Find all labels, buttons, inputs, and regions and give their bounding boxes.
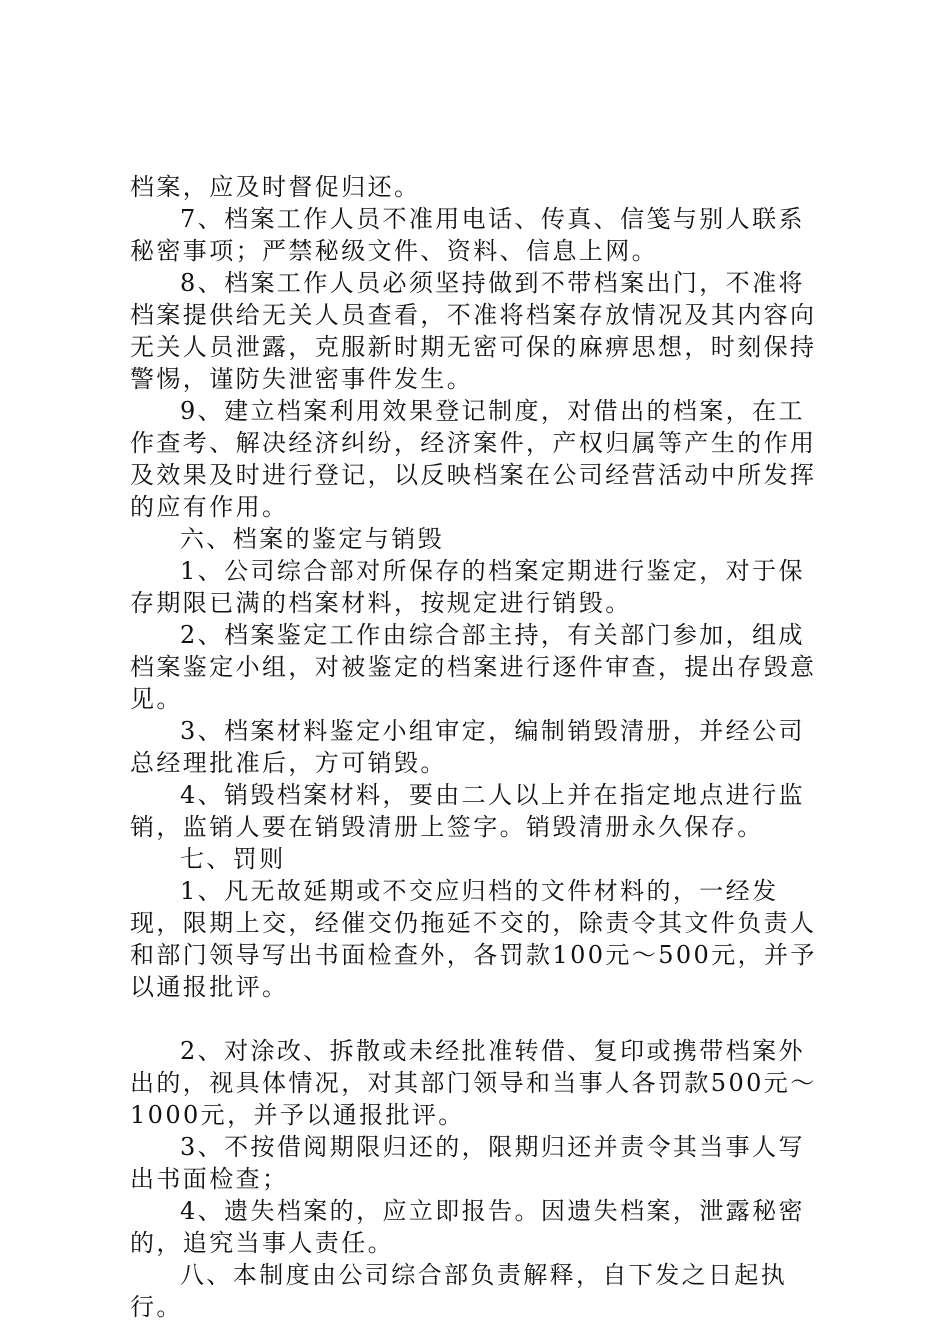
section-heading-7: 七、罚则 [180,845,286,873]
paragraph-section6-item-3: 3、档案材料鉴定小组审定，编制销毁清册，并经公司总经理批准后，方可销毁。 [130,717,805,777]
blank-line [130,1003,830,1035]
paragraph-section7-item-4: 4、遗失档案的，应立即报告。因遗失档案，泄露秘密的，追究当事人责任。 [130,1197,805,1257]
paragraph-section7-item-3: 3、不按借阅期限归还的，限期归还并责令其当事人写出书面检查； [130,1133,805,1193]
paragraph-section6-item-4: 4、销毁档案材料，要由二人以上并在指定地点进行监销，监销人要在销毁清册上签字。销毁清册永久保存。 [130,781,805,841]
paragraph-section7-item-2: 2、对涂改、拆散或未经批准转借、复印或携带档案外出的，视具体情况，对其部门领导和当事人各罚款500元～1000元，并予以通报批评。 [130,1037,817,1129]
paragraph-section6-item-2: 2、档案鉴定工作由综合部主持，有关部门参加，组成档案鉴定小组，对被鉴定的档案进行逐件审查，提出存毁意见。 [130,621,817,713]
section-heading-8: 八、本制度由公司综合部负责解释，自下发之日起执行。 [130,1261,788,1321]
paragraph-item-7: 7、档案工作人员不准用电话、传真、信笺与别人联系秘密事项；严禁秘级文件、资料、信息上网。 [130,205,805,265]
paragraph-continuation: 档案，应及时督促归还。 [130,173,421,201]
document-body [130,171,830,1323]
paragraph-item-9: 9、建立档案利用效果登记制度，对借出的档案，在工作查考、解决经济纠纷，经济案件，产权归属等产生的作用及效果及时进行登记，以反映档案在公司经营活动中所发挥的应有作用。 [130,397,817,521]
paragraph-item-8: 8、档案工作人员必须坚持做到不带档案出门，不准将档案提供给无关人员查看，不准将档案存放情况及其内容向无关人员泄露，克服新时期无密可保的麻痹思想，时刻保持警惕，谨防失泄密事件发生。 [130,269,817,393]
paragraph-section6-item-1: 1、公司综合部对所保存的档案定期进行鉴定，对于保存期限已满的档案材料，按规定进行销毁。 [130,557,805,617]
section-heading-6: 六、档案的鉴定与销毁 [180,525,444,553]
paragraph-section7-item-1: 1、凡无故延期或不交应归档的文件材料的，一经发现，限期上交，经催交仍拖延不交的，除责令其文件负责人和部门领导写出书面检查外，各罚款100元～500元，并予以通报批评。 [130,877,817,1001]
